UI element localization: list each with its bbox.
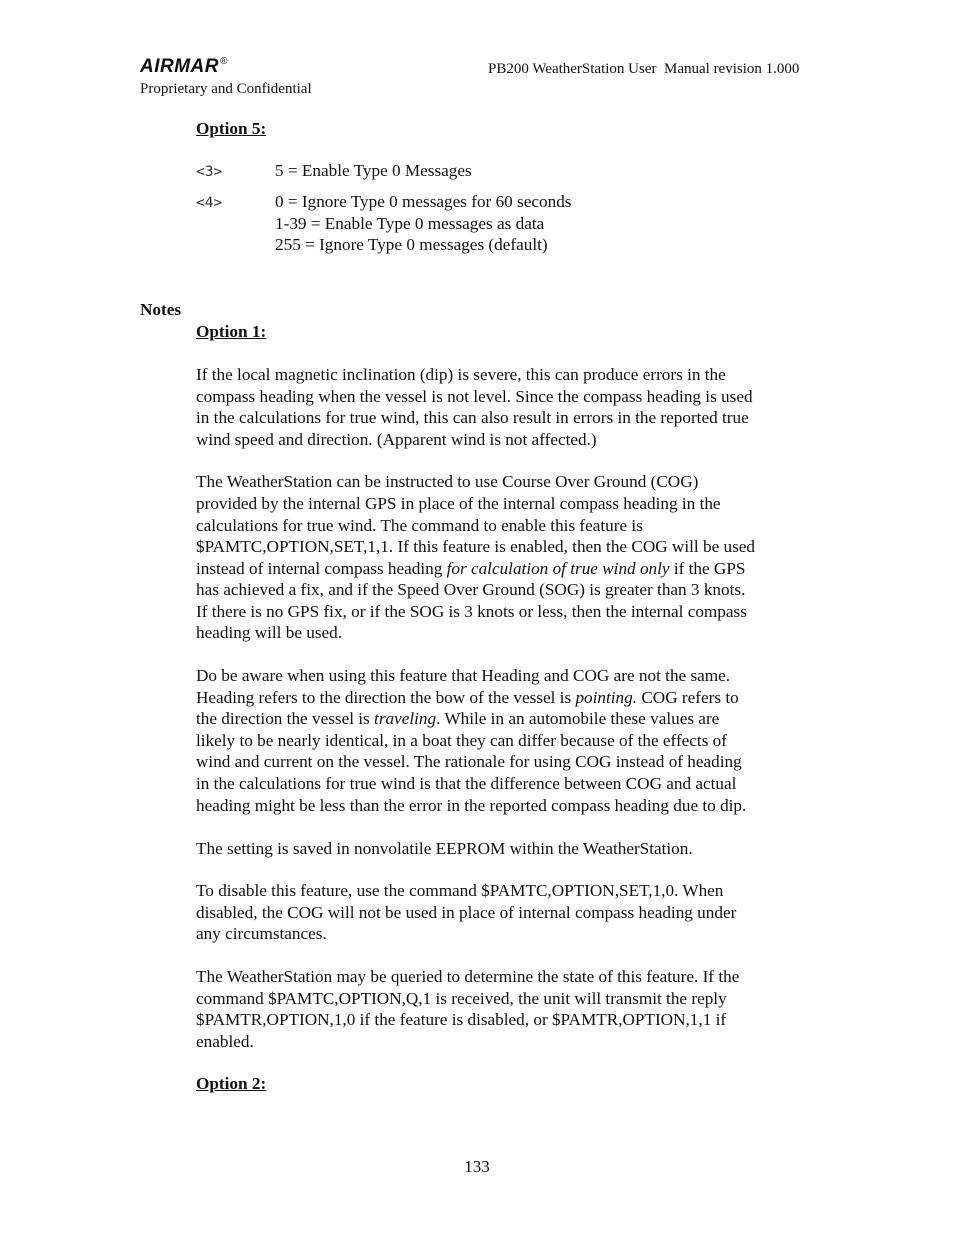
notes-heading: Notes: [140, 300, 182, 319]
paragraph-2-line: heading will be used.: [196, 623, 343, 642]
text-run: COG refers to: [637, 688, 739, 707]
paragraph-2-line: [196, 558, 836, 580]
paragraph-2-line: The WeatherStation can be instructed to use Course Over Ground (COG): [196, 472, 699, 491]
logo-text: AIRMAR: [140, 56, 219, 77]
field-4-line-3: 255 = Ignore Type 0 messages (default): [275, 235, 548, 254]
paragraph-1-line: compass heading when the vessel is not level. Since the compass heading is used: [196, 387, 753, 406]
paragraph-4-line: The setting is saved in nonvolatile EEPROM within the WeatherStation.: [196, 839, 693, 858]
paragraph-3-line: heading might be less than the error in the reported compass heading due to dip.: [196, 796, 747, 815]
field-4-line-2: 1-39 = Enable Type 0 messages as data: [275, 214, 545, 233]
text-run: if the GPS: [669, 559, 746, 578]
emphasis-text: pointing.: [575, 688, 638, 707]
paragraph-2-line: calculations for true wind. The command to enable this feature is: [196, 516, 643, 535]
paragraph-2-line: $PAMTC,OPTION,SET,1,1. If this feature is enabled, then the COG will be used: [196, 537, 755, 556]
paragraph-3-line: wind and current on the vessel. The rationale for using COG instead of heading: [196, 752, 742, 771]
paragraph-6-line: The WeatherStation may be queried to determine the state of this feature. If the: [196, 967, 740, 986]
paragraph-5-line: disabled, the COG will not be used in place of internal compass heading under: [196, 903, 737, 922]
page-number: 133: [464, 1157, 490, 1176]
paragraph-3-line: Do be aware when using this feature that Heading and COG are not the same.: [196, 666, 731, 685]
paragraph-5-line: To disable this feature, use the command $PAMTC,OPTION,SET,1,0. When: [196, 881, 724, 900]
paragraph-2-line: If there is no GPS fix, or if the SOG is 3 knots or less, then the internal compass: [196, 602, 747, 621]
paragraph-1-line: in the calculations for true wind, this can also result in errors in the reported true: [196, 408, 749, 427]
emphasis-text: traveling: [374, 709, 437, 728]
text-run: the direction the vessel is: [196, 709, 375, 728]
option1-heading: Option 1:: [196, 322, 267, 341]
field-3-id: <3>: [196, 164, 223, 180]
text-run: . While in an automobile these values are: [436, 709, 720, 728]
paragraph-2-line: has achieved a fix, and if the Speed Over Ground (SOG) is greater than 3 knots.: [196, 580, 746, 599]
paragraph-6-line: command $PAMTC,OPTION,Q,1 is received, the unit will transmit the reply: [196, 989, 727, 1008]
paragraph-2-line: provided by the internal GPS in place of the internal compass heading in the: [196, 494, 721, 513]
text-run: Heading refers to the direction the bow of the vessel is: [196, 688, 576, 707]
field-4-id: <4>: [196, 195, 223, 211]
option5-heading: Option 5:: [196, 119, 267, 138]
paragraph-6-line: $PAMTR,OPTION,1,0 if the feature is disabled, or $PAMTR,OPTION,1,1 if: [196, 1010, 727, 1029]
text-run: instead of internal compass heading: [196, 559, 447, 578]
paragraph-3-line: in the calculations for true wind is that the difference between COG and actual: [196, 774, 737, 793]
paragraph-3-line: likely to be nearly identical, in a boat they can differ because of the effects of: [196, 731, 727, 750]
paragraph-1-line: If the local magnetic inclination (dip) is severe, this can produce errors in the: [196, 365, 726, 384]
option2-heading: Option 2:: [196, 1074, 267, 1093]
paragraph-1-line: wind speed and direction. (Apparent wind is not affected.): [196, 430, 597, 449]
paragraph-6-line: enabled.: [196, 1032, 254, 1051]
paragraph-3-line: [196, 687, 836, 709]
header-subtitle: Proprietary and Confidential: [140, 81, 312, 97]
airmar-logo: [140, 56, 228, 78]
field-3-line-1: 5 = Enable Type 0 Messages: [275, 161, 472, 180]
paragraph-3-line: [196, 708, 836, 730]
paragraph-5-line: any circumstances.: [196, 924, 327, 943]
emphasis-text: for calculation of true wind only: [446, 559, 670, 578]
document-title: PB200 WeatherStation User Manual revision 1.000: [488, 61, 800, 77]
field-4-line-1: 0 = Ignore Type 0 messages for 60 seconds: [275, 192, 572, 211]
registered-mark: ®: [220, 56, 228, 67]
